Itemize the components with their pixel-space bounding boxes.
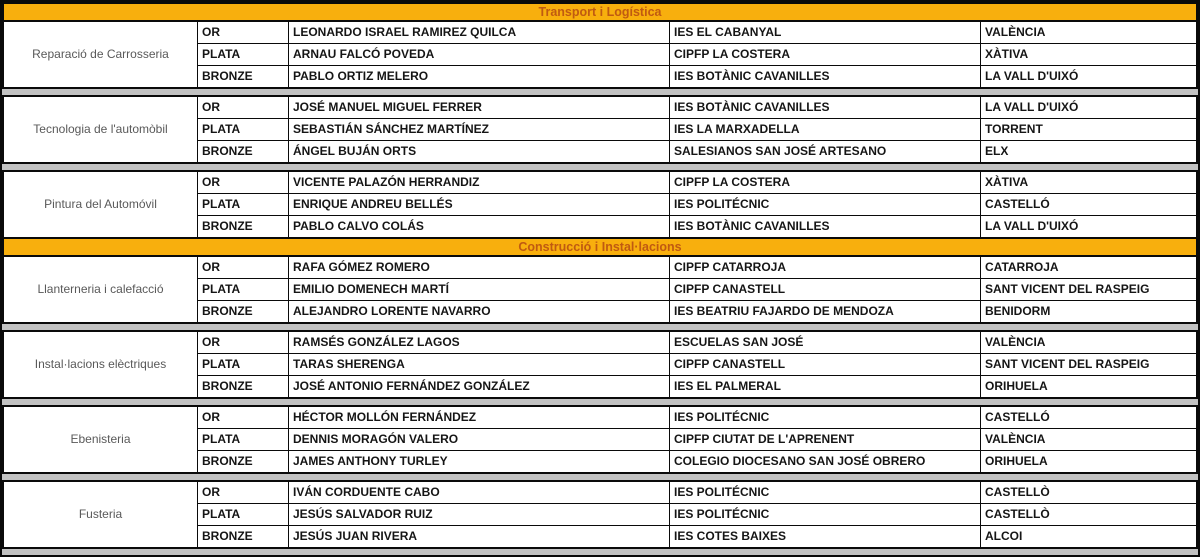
city-cell: LA VALL D'UIXÓ [981, 216, 1196, 237]
city-cell: CATARROJA [981, 257, 1196, 278]
city-cell: VALÈNCIA [981, 22, 1196, 43]
medal-cell: OR [198, 482, 288, 503]
specialty-label: Pintura del Automóvil [4, 172, 197, 237]
medal-cell: OR [198, 22, 288, 43]
specialty-label: Tecnologia de l'automòbil [4, 97, 197, 162]
school-cell: IES POLITÉCNIC [670, 194, 980, 215]
school-cell: IES LA MARXADELLA [670, 119, 980, 140]
medal-cell: PLATA [198, 44, 288, 65]
school-cell: CIPFP LA COSTERA [670, 44, 980, 65]
winner-name-cell: HÉCTOR MOLLÓN FERNÁNDEZ [289, 407, 669, 428]
specialty-group [2, 20, 1198, 89]
medal-cell: BRONZE [198, 216, 288, 237]
winner-name-cell: EMILIO DOMENECH MARTÍ [289, 279, 669, 300]
section-header-title: Transport i Logística [2, 2, 1198, 22]
winner-name-cell: SEBASTIÁN SÁNCHEZ MARTÍNEZ [289, 119, 669, 140]
medal-cell: BRONZE [198, 301, 288, 322]
specialty-group [2, 330, 1198, 399]
specialty-label: Ebenisteria [4, 407, 197, 472]
specialty-label: Reparació de Carrosseria [4, 22, 197, 87]
winner-name-cell: RAMSÉS GONZÁLEZ LAGOS [289, 332, 669, 353]
city-cell: SANT VICENT DEL RASPEIG [981, 279, 1196, 300]
city-cell: ELX [981, 141, 1196, 162]
medal-cell: OR [198, 332, 288, 353]
city-cell: CASTELLÓ [981, 194, 1196, 215]
school-cell: ESCUELAS SAN JOSÉ [670, 332, 980, 353]
city-cell: LA VALL D'UIXÓ [981, 97, 1196, 118]
specialty-group [2, 170, 1198, 239]
city-cell: VALÈNCIA [981, 429, 1196, 450]
city-cell: LA VALL D'UIXÓ [981, 66, 1196, 87]
specialty-group [2, 255, 1198, 324]
city-cell: TORRENT [981, 119, 1196, 140]
winner-name-cell: ALEJANDRO LORENTE NAVARRO [289, 301, 669, 322]
school-cell: CIPFP CIUTAT DE L'APRENENT [670, 429, 980, 450]
medal-cell: OR [198, 172, 288, 193]
specialty-label: Fusteria [4, 482, 197, 547]
school-cell: COLEGIO DIOCESANO SAN JOSÉ OBRERO [670, 451, 980, 472]
city-cell: CASTELLÓ [981, 407, 1196, 428]
city-cell: CASTELLÒ [981, 504, 1196, 525]
city-cell: XÀTIVA [981, 172, 1196, 193]
winner-name-cell: PABLO ORTIZ MELERO [289, 66, 669, 87]
city-cell: SANT VICENT DEL RASPEIG [981, 354, 1196, 375]
medal-cell: PLATA [198, 119, 288, 140]
school-cell: SALESIANOS SAN JOSÉ ARTESANO [670, 141, 980, 162]
medal-cell: OR [198, 97, 288, 118]
group-separator [2, 549, 1198, 555]
specialty-group [2, 480, 1198, 549]
winner-name-cell: TARAS SHERENGA [289, 354, 669, 375]
winner-name-cell: JESÚS JUAN RIVERA [289, 526, 669, 547]
winner-name-cell: ARNAU FALCÓ POVEDA [289, 44, 669, 65]
winner-name-cell: JOSÉ ANTONIO FERNÁNDEZ GONZÁLEZ [289, 376, 669, 397]
medal-cell: BRONZE [198, 66, 288, 87]
winner-name-cell: JOSÉ MANUEL MIGUEL FERRER [289, 97, 669, 118]
winner-name-cell: LEONARDO ISRAEL RAMIREZ QUILCA [289, 22, 669, 43]
winner-name-cell: JESÚS SALVADOR RUIZ [289, 504, 669, 525]
medal-cell: PLATA [198, 429, 288, 450]
winner-name-cell: ÁNGEL BUJÁN ORTS [289, 141, 669, 162]
school-cell: IES BOTÀNIC CAVANILLES [670, 66, 980, 87]
winner-name-cell: RAFA GÓMEZ ROMERO [289, 257, 669, 278]
winner-name-cell: IVÁN CORDUENTE CABO [289, 482, 669, 503]
school-cell: IES BOTÀNIC CAVANILLES [670, 97, 980, 118]
medal-cell: PLATA [198, 279, 288, 300]
medal-cell: PLATA [198, 194, 288, 215]
school-cell: IES EL PALMERAL [670, 376, 980, 397]
medal-cell: PLATA [198, 354, 288, 375]
city-cell: XÀTIVA [981, 44, 1196, 65]
medal-cell: OR [198, 257, 288, 278]
city-cell: CASTELLÒ [981, 482, 1196, 503]
city-cell: ORIHUELA [981, 451, 1196, 472]
medal-cell: BRONZE [198, 376, 288, 397]
school-cell: CIPFP CANASTELL [670, 279, 980, 300]
city-cell: BENIDORM [981, 301, 1196, 322]
medal-cell: BRONZE [198, 141, 288, 162]
medal-cell: BRONZE [198, 451, 288, 472]
city-cell: ORIHUELA [981, 376, 1196, 397]
city-cell: VALÈNCIA [981, 332, 1196, 353]
winner-name-cell: DENNIS MORAGÓN VALERO [289, 429, 669, 450]
specialty-group [2, 95, 1198, 164]
school-cell: IES EL CABANYAL [670, 22, 980, 43]
medal-cell: OR [198, 407, 288, 428]
winner-name-cell: ENRIQUE ANDREU BELLÉS [289, 194, 669, 215]
winner-name-cell: JAMES ANTHONY TURLEY [289, 451, 669, 472]
section-header-title: Construcció i Instal·lacions [2, 237, 1198, 257]
school-cell: CIPFP CANASTELL [670, 354, 980, 375]
specialty-label: Llanterneria i calefacció [4, 257, 197, 322]
school-cell: IES COTES BAIXES [670, 526, 980, 547]
medal-cell: BRONZE [198, 526, 288, 547]
school-cell: CIPFP LA COSTERA [670, 172, 980, 193]
school-cell: CIPFP CATARROJA [670, 257, 980, 278]
specialty-group [2, 405, 1198, 474]
medal-cell: PLATA [198, 504, 288, 525]
specialty-label: Instal·lacions elèctriques [4, 332, 197, 397]
school-cell: IES POLITÉCNIC [670, 482, 980, 503]
city-cell: ALCOI [981, 526, 1196, 547]
winner-name-cell: PABLO CALVO COLÁS [289, 216, 669, 237]
school-cell: IES BOTÀNIC CAVANILLES [670, 216, 980, 237]
school-cell: IES POLITÉCNIC [670, 504, 980, 525]
school-cell: IES POLITÉCNIC [670, 407, 980, 428]
winner-name-cell: VICENTE PALAZÓN HERRANDIZ [289, 172, 669, 193]
school-cell: IES BEATRIU FAJARDO DE MENDOZA [670, 301, 980, 322]
